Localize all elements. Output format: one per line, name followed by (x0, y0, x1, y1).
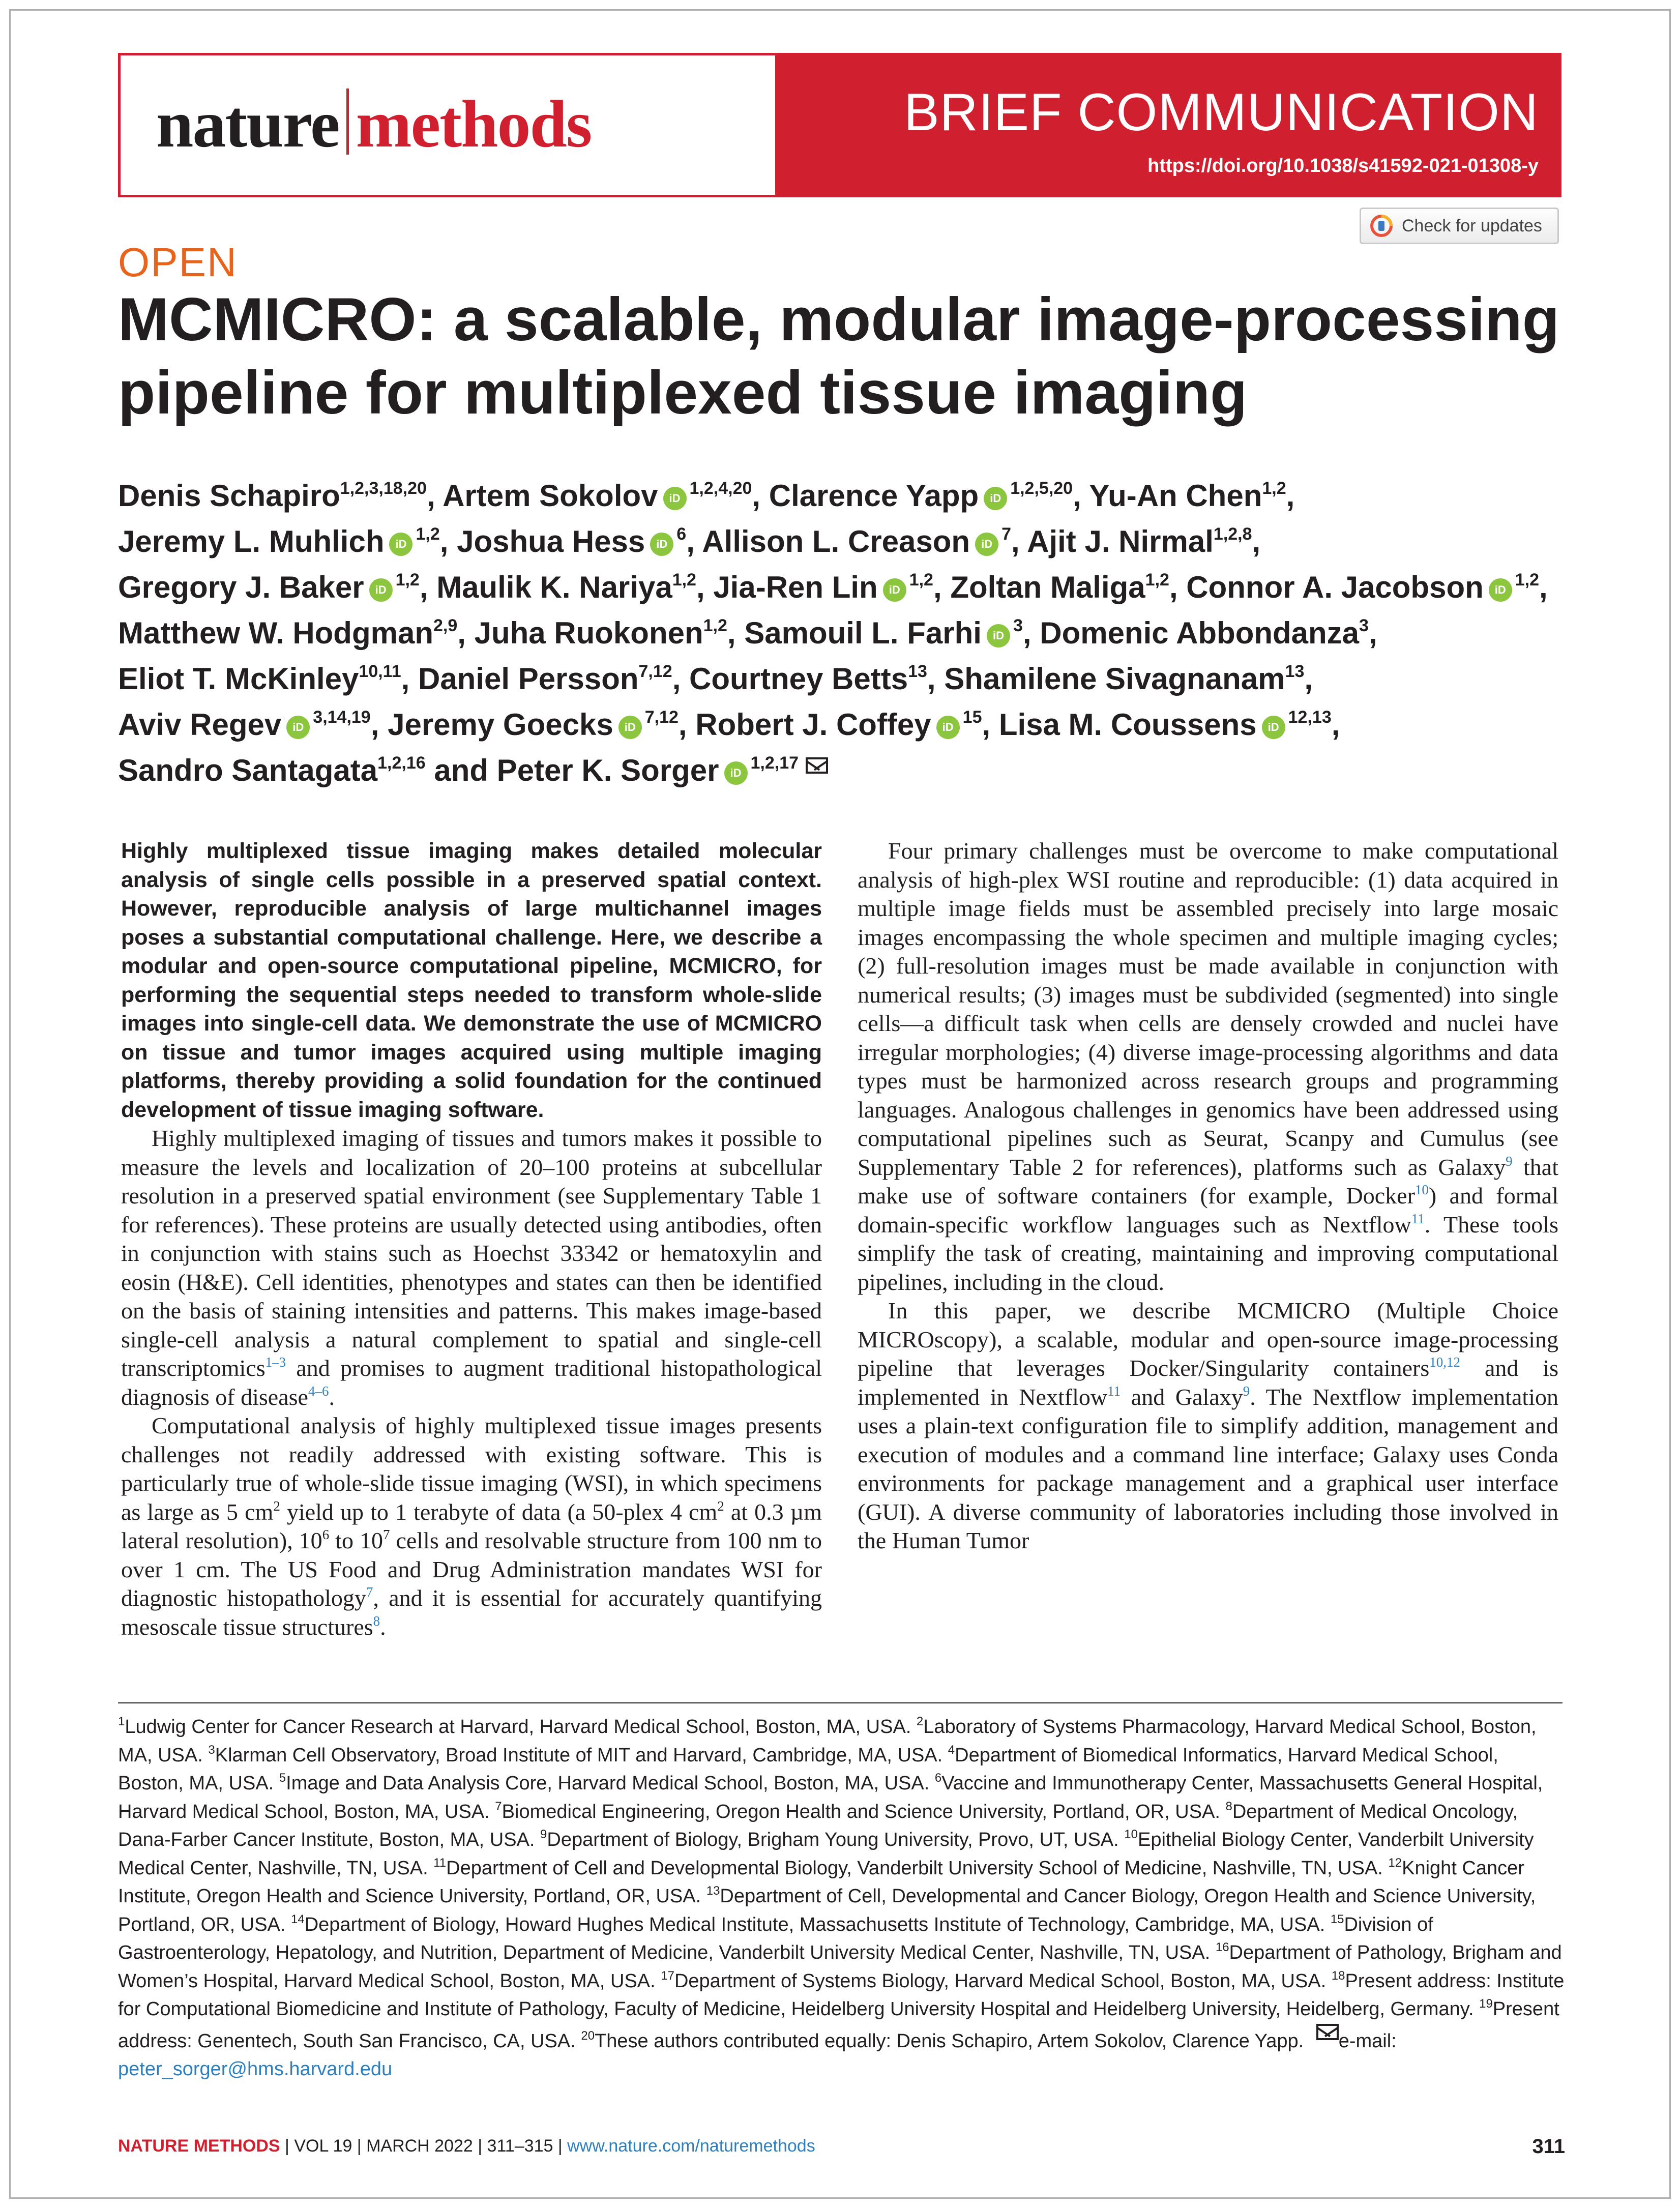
author-affiliation-ref: 1,2 (1262, 479, 1286, 498)
orcid-icon[interactable]: iD (663, 487, 687, 510)
author-name: Sandro Santagata (118, 753, 378, 787)
author-affiliation-ref: 13 (1285, 662, 1305, 681)
author-affiliation-ref: 7,12 (644, 708, 679, 727)
author[interactable] (475, 616, 727, 650)
author-affiliation-ref: 12,13 (1288, 708, 1332, 727)
author-name: Samouil L. Farhi (744, 616, 982, 650)
affiliation-number: 3 (208, 1743, 215, 1757)
affiliation-number: 5 (279, 1771, 286, 1785)
author[interactable] (457, 524, 686, 558)
affiliation-text: Department of Medical Oncology, Dana-Farber Cancer Institute, Boston, MA, USA. (118, 1801, 1518, 1850)
orcid-icon[interactable]: iD (724, 761, 748, 785)
affiliation-number: 6 (934, 1771, 942, 1785)
author-affiliation-ref: 1,2 (909, 570, 933, 590)
author-name: Zoltan Maliga (950, 570, 1145, 604)
author-name: Denis Schapiro (118, 479, 340, 513)
author-affiliation-ref: 15 (962, 708, 982, 727)
author-name: Robert J. Coffey (695, 708, 931, 742)
orcid-icon[interactable]: iD (1262, 716, 1285, 739)
affiliation-number: 20 (581, 2028, 595, 2043)
author[interactable] (118, 570, 420, 604)
affiliation-text: Epithelial Biology Center, Vanderbilt University Medical Center, Nashville, TN, USA. (118, 1829, 1534, 1879)
affiliation-text: These authors contributed equally: Denis Schapiro, Artem Sokolov, Clarence Yapp. (595, 2030, 1309, 2052)
affiliation-text: Ludwig Center for Cancer Research at Harvard, Harvard Medical School, Boston, MA, USA. (125, 1716, 917, 1738)
journal-logo-box (121, 55, 775, 195)
author[interactable] (418, 662, 672, 696)
author[interactable] (1089, 479, 1286, 513)
superscript: 6 (322, 1527, 330, 1542)
orcid-icon[interactable]: iD (618, 716, 642, 739)
affiliation-text: Department of Pathology, Brigham and Women’s Hospital, Harvard Medical School, Boston, MA, USA. (118, 1942, 1562, 1992)
author-affiliation-ref: 1,2,4,20 (689, 479, 752, 498)
citation-ref[interactable]: 8 (373, 1613, 380, 1629)
citation-ref[interactable]: 11 (1107, 1383, 1121, 1399)
superscript: 7 (382, 1527, 390, 1542)
affiliation-text: Department of Biology, Brigham Young University, Provo, UT, USA. (547, 1829, 1125, 1850)
author-affiliation-ref: 1,2 (1515, 570, 1540, 590)
author-affiliation-ref: 10,11 (359, 662, 401, 681)
citation-ref[interactable]: 10,12 (1429, 1355, 1460, 1370)
affiliation-number: 13 (706, 1884, 720, 1898)
open-access-label: OPEN (118, 240, 238, 285)
citation-ref[interactable]: 9 (1506, 1153, 1513, 1169)
citation-ref[interactable]: 7 (366, 1584, 373, 1600)
orcid-icon[interactable]: iD (883, 578, 906, 602)
body-column-left (121, 837, 822, 1641)
journal-logo[interactable] (156, 86, 591, 162)
author[interactable] (118, 662, 401, 696)
author-affiliation-ref: 6 (676, 524, 687, 544)
affiliation-text: Biomedical Engineering, Oregon Health and Science University, Portland, OR, USA. (502, 1801, 1226, 1822)
footer-info: | VOL 19 | MARCH 2022 | 311–315 | (280, 2136, 568, 2156)
author-affiliation-ref: 1,2,5,20 (1010, 479, 1073, 498)
abstract: Highly multiplexed tissue imaging makes detailed molecular analysis of single cells possible in a preserved spatial context. However, reproducible analysis of large multichannel images poses a substantial computational challenge. Here, we describe a modular and open-source computational pipeline, MCMICRO, for performing the sequential steps needed to transform whole-slide images into single-cell data. We demonstrate the use of MCMICRO on tissue and tumor images acquired using multiple imaging platforms, thereby providing a solid foundation for the continued development of tissue imaging software. (121, 839, 822, 1122)
orcid-icon[interactable]: iD (286, 716, 310, 739)
affiliation-text: Image and Data Analysis Core, Harvard Medical School, Boston, MA, USA. (286, 1773, 935, 1794)
affiliation-number: 12 (1388, 1856, 1402, 1870)
logo-word-nature: nature (156, 86, 339, 161)
footer-url[interactable]: www.nature.com/naturemethods (567, 2136, 815, 2156)
author-affiliation-ref: 1,2 (703, 616, 727, 635)
affiliation-text: Department of Systems Biology, Harvard Medical School, Boston, MA, USA. (674, 1970, 1332, 1992)
orcid-icon[interactable]: iD (650, 533, 673, 556)
check-updates-label: Check for updates (1402, 216, 1542, 235)
email-link[interactable]: peter_sorger@hms.harvard.edu (118, 2058, 393, 2080)
paragraph-intro: Highly multiplexed imaging of tissues and tumors makes it possible to measure the levels and localization of 20–100 proteins at subcellular resolution in a preserved spatial environment (see Supplementary Table 1 for references). These proteins are usually detected using antibodies, often in conjunction with stains such as Hoechst 33342 or hematoxylin and eosin (H&E). Cell identities, phenotypes and states can then be identified on the basis of staining intensities and patterns. This makes image-based single-cell analysis a natural complement to spatial and single-cell transcriptomics$^{1-3}$ and promises to augment traditional histopathological diagnosis of disease$^{4-6}$. (121, 1125, 822, 1410)
superscript: 2 (273, 1498, 280, 1514)
author-affiliation-ref: 1,2 (672, 570, 696, 590)
page-number: 311 (1532, 2135, 1565, 2158)
affiliation-number: 15 (1330, 1912, 1344, 1926)
orcid-icon[interactable]: iD (1489, 578, 1512, 602)
affiliation-number: 18 (1331, 1968, 1345, 1983)
author-affiliation-ref: 13 (908, 662, 927, 681)
superscript: 2 (717, 1498, 724, 1514)
affiliation-number: 10 (1124, 1828, 1138, 1841)
affiliation-text: Division of Gastroenterology, Hepatology, and Nutrition, Department of Medicine, Vanderbilt University Medical Center, Nashville, TN, USA. (118, 1913, 1433, 1963)
orcid-icon[interactable]: iD (975, 533, 998, 556)
orcid-icon[interactable]: iD (984, 487, 1007, 510)
article-title: MCMICRO: a scalable, modular image-processing pipeline for multiplexed tissue imaging (118, 285, 1560, 427)
author-affiliation-ref: 1,2 (1145, 570, 1169, 590)
author-affiliation-ref: 1,2 (395, 570, 420, 590)
check-updates-icon (1370, 215, 1393, 237)
author[interactable] (1027, 524, 1252, 558)
footnote-rule (118, 1702, 1563, 1703)
author-affiliation-ref: 2,9 (433, 616, 458, 635)
affiliation-number: 2 (916, 1715, 924, 1728)
citation-ref[interactable]: 4–6 (308, 1383, 329, 1399)
author-name: Ajit J. Nirmal (1027, 524, 1214, 558)
citation-ref[interactable]: 11 (1411, 1211, 1425, 1226)
affiliation-text: Knight Cancer Institute, Oregon Health and Science University, Portland, OR, USA. (118, 1857, 1524, 1907)
author-name: Yu-An Chen (1089, 479, 1262, 513)
author[interactable] (702, 524, 1011, 558)
affiliation-text: Laboratory of Systems Pharmacology, Harvard Medical School, Boston, MA, USA. (118, 1716, 1537, 1766)
author-name: Eliot T. McKinley (118, 662, 359, 696)
author[interactable] (1040, 616, 1369, 650)
paragraph-four-challenges: Four primary challenges must be overcome to make computational analysis of high-plex WSI routine and reproducible: (1) data acquired in multiple image fields must be assembled precisely into large mosaic images encompassing the whole specimen and multiple imaging cycles; (2) full-resolution images must be made available in conjunction with numerical results; (3) images must be subdivided (segmented) into single cells—a difficult task when cells are densely crowded and nuclei have irregular morphologies; (4) diverse image-processing algorithms and data types must be harmonized across research groups and programming languages. Analogous challenges in genomics have been addressed using computational pipelines such as Seurat, Scanpy and Cumulus (see Supplementary Table 2 for references), platforms such as Galaxy$^9$ that make use of software containers (for example, Docker$^{10}$) and formal domain-specific workflow languages such as Nextflow$^{11}$. These tools simplify the task of creating, maintaining and improving computational pipelines, including in the cloud. (858, 838, 1559, 1295)
author-affiliation-ref: 1,2,3,18,20 (340, 479, 427, 498)
author[interactable] (497, 753, 828, 787)
affiliation-number: 19 (1479, 1997, 1493, 2011)
logo-divider (346, 89, 349, 155)
author-name: Domenic Abbondanza (1040, 616, 1360, 650)
paragraph-challenges: Computational analysis of highly multiplexed tissue images presents challenges not readily addressed with existing software. This is particularly true of whole-slide tissue imaging (WSI), in which specimens as large as 5 $cm^2$ yield up to 1 terabyte of data (a 50-plex 4 $cm^2$ at 0.3 µm lateral resolution), $10^6$ to $10^7$ cells and resolvable structure from 100 nm to over 1 cm. The US Food and Drug Administration mandates WSI for diagnostic histopathology$^7$, and it is essential for accurately quantifying mesoscale tissue structures$^8$. (121, 1412, 822, 1640)
author[interactable] (118, 616, 457, 650)
author-name: Courtney Betts (689, 662, 908, 696)
author[interactable] (118, 524, 440, 558)
orcid-icon[interactable]: iD (987, 624, 1010, 647)
affiliation-text: Department of Cell and Developmental Biology, Vanderbilt University School of Medicine, Nashville, TN, USA. (446, 1857, 1389, 1879)
author-affiliation-ref: 1,2,8 (1213, 524, 1252, 544)
author-name: Aviv Regev (118, 708, 282, 742)
author[interactable] (443, 479, 752, 513)
author[interactable] (950, 570, 1169, 604)
author-name: Jia-Ren Lin (713, 570, 878, 604)
author[interactable] (118, 753, 426, 787)
affiliations (118, 1713, 1565, 2084)
affiliation-number: 9 (540, 1828, 547, 1841)
affiliation-text: Klarman Cell Observatory, Broad Institute of MIT and Harvard, Cambridge, MA, USA. (215, 1744, 948, 1766)
email-envelope-icon[interactable] (806, 757, 828, 774)
author[interactable] (436, 570, 696, 604)
author-name: Juha Ruokonen (474, 616, 703, 650)
author[interactable] (713, 570, 933, 604)
orcid-icon[interactable]: iD (936, 716, 960, 739)
author[interactable] (695, 708, 982, 742)
affiliation-text: Vaccine and Immunotherapy Center, Massachusetts General Hospital, Harvard Medical School, Boston, MA, USA. (118, 1773, 1543, 1822)
citation-ref[interactable]: 10 (1414, 1182, 1429, 1197)
author-name: Jeremy L. Muhlich (118, 524, 385, 558)
author[interactable] (944, 662, 1304, 696)
affiliation-number: 7 (495, 1799, 502, 1813)
author-affiliation-ref: 7,12 (638, 662, 672, 681)
affiliation-number: 1 (118, 1715, 125, 1728)
email-label: e-mail: (1338, 2030, 1397, 2052)
journal-banner (118, 53, 1561, 197)
affiliation-number: 8 (1225, 1799, 1232, 1813)
footer-journal: NATURE METHODS (118, 2136, 280, 2156)
author[interactable] (744, 616, 1023, 650)
author[interactable] (689, 662, 927, 696)
affiliation-number: 14 (291, 1912, 305, 1926)
logo-word-methods: methods (356, 86, 592, 161)
body-column-right (858, 837, 1558, 1555)
author-name: Daniel Persson (418, 662, 639, 696)
author[interactable] (118, 708, 371, 742)
author-name: Gregory J. Baker (118, 570, 364, 604)
affiliation-number: 11 (433, 1856, 447, 1870)
affiliation-text: Present address: Institute for Computational Biomedicine and Institute of Pathology, Faculty of Medicine, Heidelberg University Hospital and Heidelberg University, Heidelberg, Germany. (118, 1970, 1565, 2020)
author-name: Connor A. Jacobson (1186, 570, 1484, 604)
author-affiliation-ref: 1,2,16 (377, 753, 426, 773)
author-name: Peter K. Sorger (496, 753, 719, 787)
citation-ref[interactable]: 9 (1243, 1383, 1250, 1399)
author-name: Maulik K. Nariya (436, 570, 672, 604)
author-affiliation-ref: 3 (1359, 616, 1369, 635)
author-name: Shamilene Sivagnanam (944, 662, 1285, 696)
author-name: Lisa M. Coussens (998, 708, 1257, 742)
affiliation-text: Department of Biology, Howard Hughes Medical Institute, Massachusetts Institute of Technology, Cambridge, MA, USA. (304, 1913, 1331, 1935)
check-for-updates-button[interactable] (1360, 208, 1559, 244)
author-name: Matthew W. Hodgman (118, 616, 433, 650)
author[interactable] (999, 708, 1332, 742)
affiliation-text: Present address: Genentech, South San Francisco, CA, USA. (118, 1998, 1559, 2052)
paragraph-mcmicro: In this paper, we describe MCMICRO (Multiple Choice MICROscopy), a scalable, modular and open-source image-processing pipeline that leverages Docker/Singularity containers$^{10,12}$ and is implemented in Nextflow$^{11}$ and Galaxy$^9$. The Nextflow implementation uses a plain-text configuration file to simplify addition, management and execution of modules and a command line interface; Galaxy uses Conda environments for package management and a graphical user interface (GUI). A diverse community of laboratories including those involved in the Human Tumor (858, 1298, 1558, 1553)
orcid-icon[interactable]: iD (389, 533, 412, 556)
author[interactable] (388, 708, 679, 742)
author-name: Clarence Yapp (769, 479, 979, 513)
author-name: Allison L. Creason (702, 524, 970, 558)
author[interactable] (769, 479, 1073, 513)
author-name: Joshua Hess (457, 524, 645, 558)
author-affiliation-ref: 7 (1001, 524, 1011, 544)
affiliation-number: 17 (661, 1968, 674, 1983)
author-affiliation-ref: 3 (1013, 616, 1023, 635)
affiliation-number: 4 (948, 1743, 955, 1757)
author-affiliation-ref: 3,14,19 (313, 708, 371, 727)
author-name: Artem Sokolov (443, 479, 658, 513)
email-envelope-icon (1316, 2024, 1339, 2040)
article-type: BRIEF COMMUNICATION (904, 83, 1539, 142)
doi-link[interactable]: https://doi.org/10.1038/s41592-021-01308-y (1147, 155, 1539, 176)
citation-ref[interactable]: 1–3 (265, 1355, 286, 1370)
author-affiliation-ref: 1,2 (416, 524, 440, 544)
author-conjunction: and (434, 753, 488, 787)
author[interactable] (118, 479, 427, 513)
page-footer (118, 2136, 1565, 2156)
author-affiliation-ref: 1,2,17 (750, 753, 799, 773)
author[interactable] (1186, 570, 1539, 604)
affiliation-text: Department of Biomedical Informatics, Harvard Medical School, Boston, MA, USA. (118, 1744, 1498, 1794)
affiliation-number: 16 (1215, 1940, 1229, 1954)
orcid-icon[interactable]: iD (369, 578, 393, 602)
affiliation-text: Department of Cell, Developmental and Cancer Biology, Oregon Health and Science University, Portland, OR, USA. (118, 1886, 1536, 1935)
author-name: Jeremy Goecks (388, 708, 613, 742)
author-list: Denis Schapiro$^{1,2,3,18,20}$, Artem Sokolov iD$^{1,2,4,20}$, Clarence Yapp iD$^{1,2,5,20}$, Yu-An Chen$^{1,2}$, Jeremy L. Muhlich iD$^{1,2}$, Joshua Hess $iD^6$, Allison L. Creason $iD^7$, Ajit J. Nirmal$^{1,2,8}$, Gregory J. Baker iD$^{1,2}$, Maulik K. Nariya$^{1,2}$, Jia-Ren Lin iD$^{1,2}$, Zoltan Maliga$^{1,2}$, Connor A. Jacobson iD$^{1,2}$, Matthew W. Hodgman$^{2,9}$, Juha Ruokonen$^{1,2}$, Samouil L. Farhi $iD^3$, Domenic Abbondanza$^3$, Eliot T. McKinley$^{10,11}$, Daniel Persson$^{7,12}$, Courtney Betts$^{13}$, Shamilene Sivagnanam$^{13}$, Aviv Regev iD$^{3,14,19}$, Jeremy Goecks iD$^{7,12}$, Robert J. Coffey $iD^{15}$, Lisa M. Coussens iD$^{12,13}$, Sandro Santagata$^{1,2,16}$ and Peter K. Sorger iD$^{1,2,17}$ (118, 479, 1548, 787)
